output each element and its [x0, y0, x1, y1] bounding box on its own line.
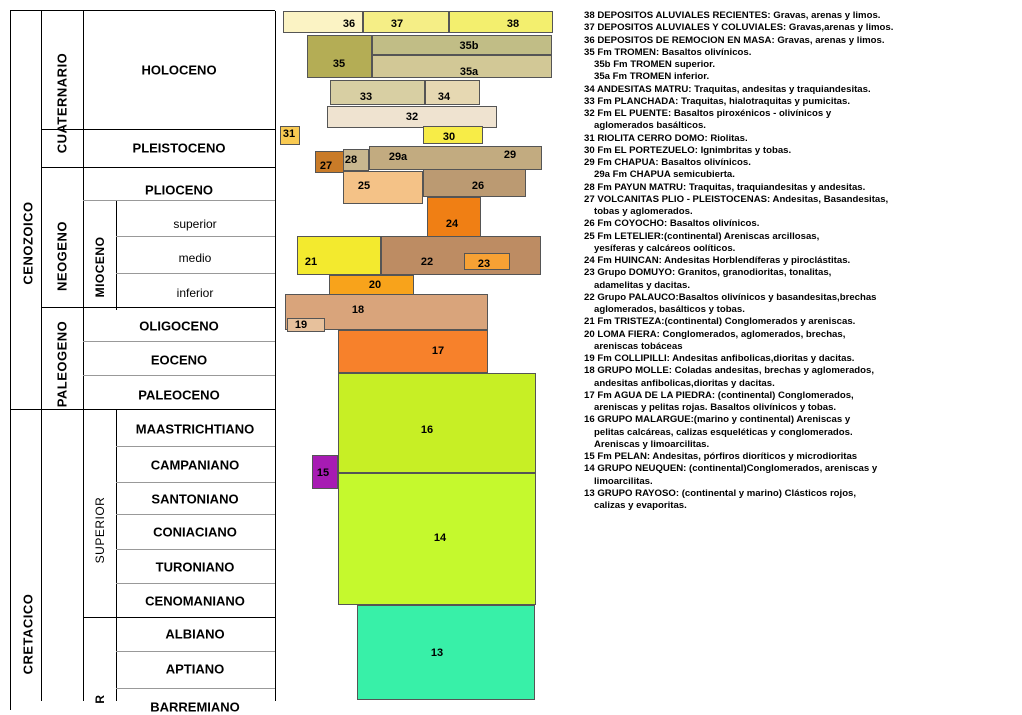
legend-entry: 35 Fm TROMEN: Basaltos olivínicos. — [584, 46, 752, 58]
legend-entry: 16 GRUPO MALARGUE:(marino y continental) Areniscas y — [584, 414, 851, 426]
legend-entry: 28 Fm PAYUN MATRU: Traquitas, traquiandesitas y andesitas. — [584, 181, 866, 193]
epoch-oligoceno: OLIGOCENO — [139, 318, 219, 334]
divider-period-epoch — [83, 11, 84, 701]
line — [116, 273, 275, 274]
line — [116, 514, 275, 515]
line — [116, 236, 275, 237]
label-unit-29a: 29a — [388, 151, 408, 163]
label-unit-32: 32 — [405, 111, 419, 123]
stage-santoniano: SANTONIANO — [151, 491, 239, 507]
stage-maastrichtiano: MAASTRICHTIANO — [135, 421, 255, 437]
line — [116, 651, 275, 652]
unit-38 — [449, 11, 553, 33]
epoch-eoceno: EOCENO — [150, 352, 208, 368]
legend-entry: Areniscas y limoarcilitas. — [594, 438, 710, 450]
legend-entry: yesíferas y calcáreos oolíticos. — [594, 242, 736, 254]
epoch-holoceno: HOLOCENO — [141, 62, 217, 78]
stage-campaniano: CAMPANIANO — [150, 457, 240, 473]
label-unit-17: 17 — [431, 345, 445, 357]
legend-entry: 30 Fm EL PORTEZUELO: Ignimbritas y tobas. — [584, 144, 792, 156]
label-unit-20: 20 — [368, 279, 382, 291]
legend-entry: pelitas calcáreas, calizas esqueléticas y conglomerados. — [594, 426, 853, 438]
line — [11, 409, 275, 410]
legend-entry: 32 Fm EL PUENTE: Basaltos piroxénicos - olivínicos y — [584, 108, 832, 119]
unit-33 — [330, 80, 425, 105]
label-unit-18: 18 — [351, 304, 365, 316]
legend-entry: 27 VOLCANITAS PLIO - PLEISTOCENAS: Andesitas, Basandesitas, — [584, 193, 889, 205]
legend-entry: areniscas tobáceas — [594, 340, 683, 352]
divider-right — [275, 11, 276, 701]
line — [116, 482, 275, 483]
label-unit-31: 31 — [282, 128, 296, 140]
period-neogeno: NEOGENO — [54, 221, 70, 291]
label-unit-14: 14 — [433, 532, 447, 544]
label-unit-37: 37 — [390, 18, 404, 30]
period-paleogeno: PALEOGENO — [54, 320, 70, 408]
divider-era-period — [41, 11, 42, 701]
stage-cenomaniano: CENOMANIANO — [145, 593, 245, 609]
label-unit-35: 35 — [332, 58, 346, 70]
legend-entry: 20 LOMA FIERA: Conglomerados, aglomerados, brechas, — [584, 328, 846, 340]
period-cuaternario: CUATERNARIO — [54, 52, 70, 154]
epoch-mioceno: MIOCENO — [93, 236, 107, 298]
legend-entry: aglomerados, basálticos y tobas. — [594, 304, 745, 315]
legend-entry: 31 RIOLITA CERRO DOMO: Riolitas. — [584, 132, 748, 144]
unit-22 — [381, 236, 541, 275]
unit-17 — [338, 330, 488, 373]
unit-34 — [425, 80, 480, 105]
line — [83, 200, 275, 201]
legend-entry: 13 GRUPO RAYOSO: (continental y marino) Clásticos rojos, — [584, 487, 857, 499]
label-unit-25: 25 — [357, 180, 371, 192]
label-unit-28: 28 — [344, 154, 358, 166]
epoch-pleistoceno: PLEISTOCENO — [132, 140, 226, 156]
line — [41, 307, 275, 308]
legend-entry: adamelitas y dacitas. — [594, 279, 690, 291]
legend-entry: 29a Fm CHAPUA semicubierta. — [594, 169, 735, 181]
epoch-mio-superior: superior — [173, 217, 217, 231]
legend-entry: calizas y evaporitas. — [594, 500, 687, 511]
label-unit-35a: 35a — [459, 66, 479, 78]
label-unit-19: 19 — [294, 319, 308, 331]
legend-entry: 36 DEPOSITOS DE REMOCION EN MASA: Gravas, arenas y limos. — [584, 34, 885, 46]
legend-entry: 37 DEPOSITOS ALUVIALES Y COLUVIALES: Gravas,arenas y limos. — [584, 22, 894, 34]
stage-barremiano: BARREMIANO — [150, 699, 240, 715]
legend-entry: 17 Fm AGUA DE LA PIEDRA: (continental) Conglomerados, — [584, 389, 854, 401]
era-cretacico: CRETACICO — [20, 593, 36, 675]
label-unit-35b: 35b — [459, 40, 479, 52]
line — [116, 549, 275, 550]
unit-13 — [357, 605, 535, 700]
label-unit-36: 36 — [342, 18, 356, 30]
label-unit-38: 38 — [506, 18, 520, 30]
legend-entry: limoarcilitas. — [594, 475, 653, 487]
legend-entry: 15 Fm PELAN: Andesitas, pórfiros dioríticos y microdioritas — [584, 451, 858, 462]
unit-24 — [427, 197, 481, 237]
era-cenozoico: CENOZOICO — [20, 201, 36, 285]
label-unit-22: 22 — [420, 256, 434, 268]
label-unit-27: 27 — [319, 160, 333, 172]
legend-entry: 18 GRUPO MOLLE: Coladas andesitas, brechas y aglomerados, — [584, 365, 875, 377]
legend-entry: andesitas anfibolicas,dioritas y dacitas. — [594, 377, 775, 389]
legend-entry: areniscas y pelitas rojas. Basaltos olivínicos y tobas. — [594, 402, 837, 413]
label-unit-15: 15 — [316, 467, 330, 479]
label-unit-16: 16 — [420, 424, 434, 436]
legend-entry: tobas y aglomerados. — [594, 206, 693, 217]
legend-entry: 35a Fm TROMEN inferior. — [594, 71, 710, 83]
label-unit-29: 29 — [503, 149, 517, 161]
epoch-inferior-cut: R — [93, 694, 107, 704]
epoch-mio-medio: medio — [178, 251, 212, 265]
unit-16 — [338, 373, 536, 473]
unit-25 — [343, 171, 423, 204]
legend-entry: 22 Grupo PALAUCO:Basaltos olivínicos y basandesitas,brechas — [584, 291, 877, 303]
line — [83, 375, 275, 376]
stage-turoniano: TURONIANO — [155, 559, 235, 575]
label-unit-33: 33 — [359, 91, 373, 103]
legend-entry: 21 Fm TRISTEZA:(continental) Conglomerados y areniscas. — [584, 316, 856, 328]
stage-aptiano: APTIANO — [165, 661, 225, 677]
line — [41, 129, 275, 130]
label-unit-24: 24 — [445, 218, 459, 230]
lithostratigraphic-column — [277, 0, 577, 700]
epoch-superior: SUPERIOR — [93, 496, 107, 564]
line — [116, 688, 275, 689]
legend-entry: aglomerados basálticos. — [594, 120, 706, 132]
divider-mioceno — [116, 200, 117, 310]
stage-coniaciano: CONIACIANO — [153, 524, 237, 540]
legend-entry: 23 Grupo DOMUYO: Granitos, granodioritas, tonalitas, — [584, 267, 832, 279]
epoch-paleoceno: PALEOCENO — [138, 387, 220, 403]
legend-entry: 38 DEPOSITOS ALUVIALES RECIENTES: Gravas, arenas y limos. — [584, 10, 881, 21]
label-unit-13: 13 — [430, 647, 444, 659]
legend-entry: 35b Fm TROMEN superior. — [594, 59, 716, 70]
stage-albiano: ALBIANO — [165, 626, 225, 642]
epoch-mio-inferior: inferior — [176, 286, 214, 300]
legend-entry: 24 Fm HUINCAN: Andesitas Horblendíferas y piroclástitas. — [584, 255, 851, 266]
legend-entry: 19 Fm COLLIPILLI: Andesitas anfibolicas,dioritas y dacitas. — [584, 353, 855, 364]
label-unit-34: 34 — [437, 91, 451, 103]
legend-entry: 14 GRUPO NEUQUEN: (continental)Conglomerados, areniscas y — [584, 463, 878, 475]
legend-entry: 29 Fm CHAPUA: Basaltos olivínicos. — [584, 157, 751, 168]
label-unit-30: 30 — [442, 131, 456, 143]
unit-37 — [363, 11, 449, 33]
line — [83, 617, 275, 618]
line — [116, 583, 275, 584]
legend-entry: 33 Fm PLANCHADA: Traquitas, hialotraquitas y pumicitas. — [584, 95, 851, 107]
legend-entry: 34 ANDESITAS MATRU: Traquitas, andesitas y traquiandesitas. — [584, 83, 871, 95]
line — [83, 341, 275, 342]
line — [41, 167, 275, 168]
legend-entry: 26 Fm COYOCHO: Basaltos olivínicos. — [584, 218, 760, 230]
legend-entry: 25 Fm LETELIER:(continental) Areniscas arcillosas, — [584, 230, 820, 242]
epoch-plioceno: PLIOCENO — [145, 182, 213, 198]
line — [116, 446, 275, 447]
label-unit-21: 21 — [304, 256, 318, 268]
label-unit-23: 23 — [477, 258, 491, 270]
label-unit-26: 26 — [471, 180, 485, 192]
unit-35 — [307, 35, 372, 78]
legend — [584, 10, 1022, 512]
stratigraphic-table — [10, 10, 275, 715]
divider-superior — [116, 409, 117, 701]
